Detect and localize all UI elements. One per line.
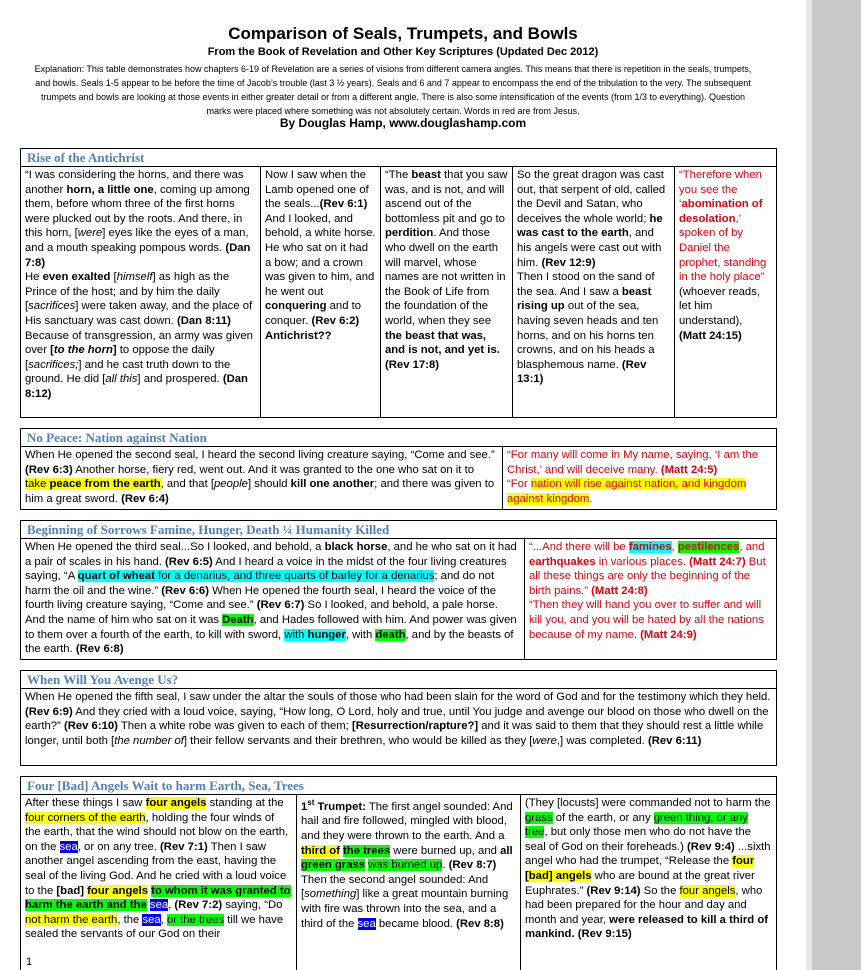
cell-rev-6-3: When He opened the second seal, I heard the second living creature saying, “Come and see.” (Rev 6:3) Another horse, fiery red, went out. And it was granted to the one who sat on it to take peace from the earth, and that [people] should kill one another; and there was given to him a great sword. (Rev 6:4) bbox=[21, 447, 503, 509]
cell-rev-12-9: So the great dragon was cast out, that serpent of old, called the Devil and Satan, who deceives the whole world; he was cast to the earth, and his angels were cast out with him. (Rev 12:9) Then I stood on the sand of the sea. And I saw a beast rising up out of the sea, having seven heads and ten horns, and on his horns ten crowns, and on his heads a blasphemous name. (Rev 13:1) bbox=[513, 167, 675, 417]
cell-rev-8-7: 1st Trumpet: The first angel sounded: And hail and fire followed, mingled with blood, and they were thrown to the earth. And a third of the trees were burned up, and all green grass was burned up. (Rev 8:7) Then the second angel sounded: And [something] like a great mountain burning with fire was thrown into the sea, and a third of the sea became blood. (Rev 8:8) bbox=[297, 795, 521, 970]
document-subtitle: From the Book of Revelation and Other Key Scriptures (Updated Dec 2012) bbox=[207, 46, 599, 58]
cell-matt-24-5: “For many will come in My name, saying, ‘I am the Christ,’ and will deceive many. (Matt 24:5) “For nation will rise against nation, and kingdom against kingdom. bbox=[507, 449, 759, 505]
section-heading-sorrows: Beginning of Sorrows Famine, Hunger, Death ¼ Humanity Killed bbox=[20, 520, 777, 538]
table-four-angels bbox=[20, 794, 777, 970]
section-heading-antichrist: Rise of the Antichrist bbox=[20, 148, 777, 166]
explanation-paragraph: Explanation: This table demonstrates how chapters 6-19 of Revelation are a series of visions from different camera angles. This means that there is repetition in the seals, trumpets, and bowls. Seals 1-5 appear to be before the time of Jacob’s trouble (last 3 ½ years). Seals and 6 and 7 appear to encompass the end of the tribulation to the very. The subsequent trumpets and bowls are looking at those events in either greater detail or from a different angle. There is also some intensification of the events (from 1/3 to everything). Question marks were placed where something was not absolutely certain. Words in red are from Jesus. bbox=[34, 64, 752, 116]
cell-matt-24-7: “...And there will be famines, pestilences, and earthquakes in various places. (Matt 24:7) But all these things are only the beginning of the birth pains.” (Matt 24:8) “Then they will hand you over to suffer and will kill you, and you will be hated by all the nations because of my name. (Matt 24:9) bbox=[529, 541, 766, 641]
section-heading-avenge: When Will You Avenge Us? bbox=[20, 670, 777, 688]
table-no-peace bbox=[20, 446, 777, 510]
section-heading-no-peace: No Peace: Nation against Nation bbox=[20, 428, 777, 446]
cell-daniel-7-8: “I was considering the horns, and there was another horn, a little one, coming up among them, before whom three of the first horns were plucked out by the roots. And there, in this horn, [were] eyes like the eyes of a man, and a mouth speaking pompous words. (Dan 7:8) He even exalted [himself] as high as the Prince of the host; and by him the daily [sacrifices] were taken away, and the place of His sanctuary was cast down. (Dan 8:11) Because of transgression, an army was given over [to the horn] to oppose the daily [sacrifices;] and he cast truth down to the ground. He did [all this] and prospered. (Dan 8:12) bbox=[21, 167, 261, 417]
cell-rev-6-5: When He opened the third seal...So I looked, and behold, a black horse, and he who sat on it had a pair of scales in his hand. (Rev 6:5) And I heard a voice in the midst of the four living creatures saying, “A quart of wheat for a denarius, and three quarts of barley for a denarius; and do not harm the oil and the wine.” (Rev 6:6) When He opened the fourth seal, I heard the voice of the fourth living creature saying, “Come and see.” (Rev 6:7) So I looked, and behold, a pale horse. And the name of him who sat on it was Death, and Hades followed with him. And power was given to them over a fourth of the earth, to kill with sword, with hunger, with death, and by the beasts of the earth. (Rev 6:8) bbox=[21, 539, 525, 659]
cell-rev-9-4: (They [locusts] were commanded not to harm the grass of the earth, or any green thing, or any tree, but only those men who do not have the seal of God on their foreheads.) (Rev 9:4) ...sixth angel who had the trumpet, “Release the four [bad] angels who are bound at the great river Euphrates.” (Rev 9:14) So the four angels, who had been prepared for the hour and day and month and year, were released to kill a third of mankind. (Rev 9:15) bbox=[525, 797, 771, 941]
cell-rev-6-9: When He opened the fifth seal, I saw under the altar the souls of those who had been slain for the word of God and for the testimony which they held. (Rev 6:9) And they cried with a loud voice, saying, “How long, O Lord, holy and true, until You judge and avenge our blood on those who dwell on the earth?” (Rev 6:10) Then a white robe was given to each of them; [Resurrection/rapture?] and it was said to them that they should rest a little while longer, until both [the number of] their fellow servants and their brethren, who would be killed as they [were,] was completed. (Rev 6:11) bbox=[25, 691, 771, 747]
page-number: 1 bbox=[26, 956, 33, 968]
table-antichrist bbox=[20, 166, 777, 418]
document-title: Comparison of Seals, Trumpets, and Bowls bbox=[228, 24, 578, 43]
table-sorrows bbox=[20, 538, 777, 660]
section-heading-four-angels: Four [Bad] Angels Wait to harm Earth, Sea, Trees bbox=[20, 776, 777, 794]
cell-matt-24-15: “Therefore when you see the ‘abomination of desolation,’ spoken of by Daniel the prophet, standing in the holy place” (whoever reads, let him understand), (Matt 24:15) bbox=[679, 169, 767, 342]
viewer-scrollbar[interactable] bbox=[812, 0, 861, 970]
author-byline: By Douglas Hamp, www.douglashamp.com bbox=[279, 116, 527, 130]
table-avenge bbox=[20, 688, 777, 766]
cell-rev-7-1: After these things I saw four angels standing at the four corners of the earth, holding the four winds of the earth, that the wind should not blow on the earth, on the sea, or on any tree. (Rev 7:1) Then I saw another angel ascending from the east, having the seal of the living God. And he cried with a loud voice to the [bad] four angels to whom it was granted to harm the earth and the sea, (Rev 7:2) saying, “Do not harm the earth, the sea, or the trees till we have sealed the servants of our God on their bbox=[21, 795, 297, 970]
cell-rev-6-1: Now I saw when the Lamb opened one of the seals...(Rev 6:1) And I looked, and behold, a white horse. He who sat on it had a bow; and a crown was given to him, and he went out conquering and to conquer. (Rev 6:2) Antichrist?? bbox=[261, 167, 381, 417]
cell-rev-17-8: “The beast that you saw was, and is not, and will ascend out of the bottomless pit and go to perdition. And those who dwell on the earth will marvel, whose names are not written in the Book of Life from the foundation of the world, when they see the beast that was, and is not, and yet is. (Rev 17:8) bbox=[381, 167, 513, 417]
